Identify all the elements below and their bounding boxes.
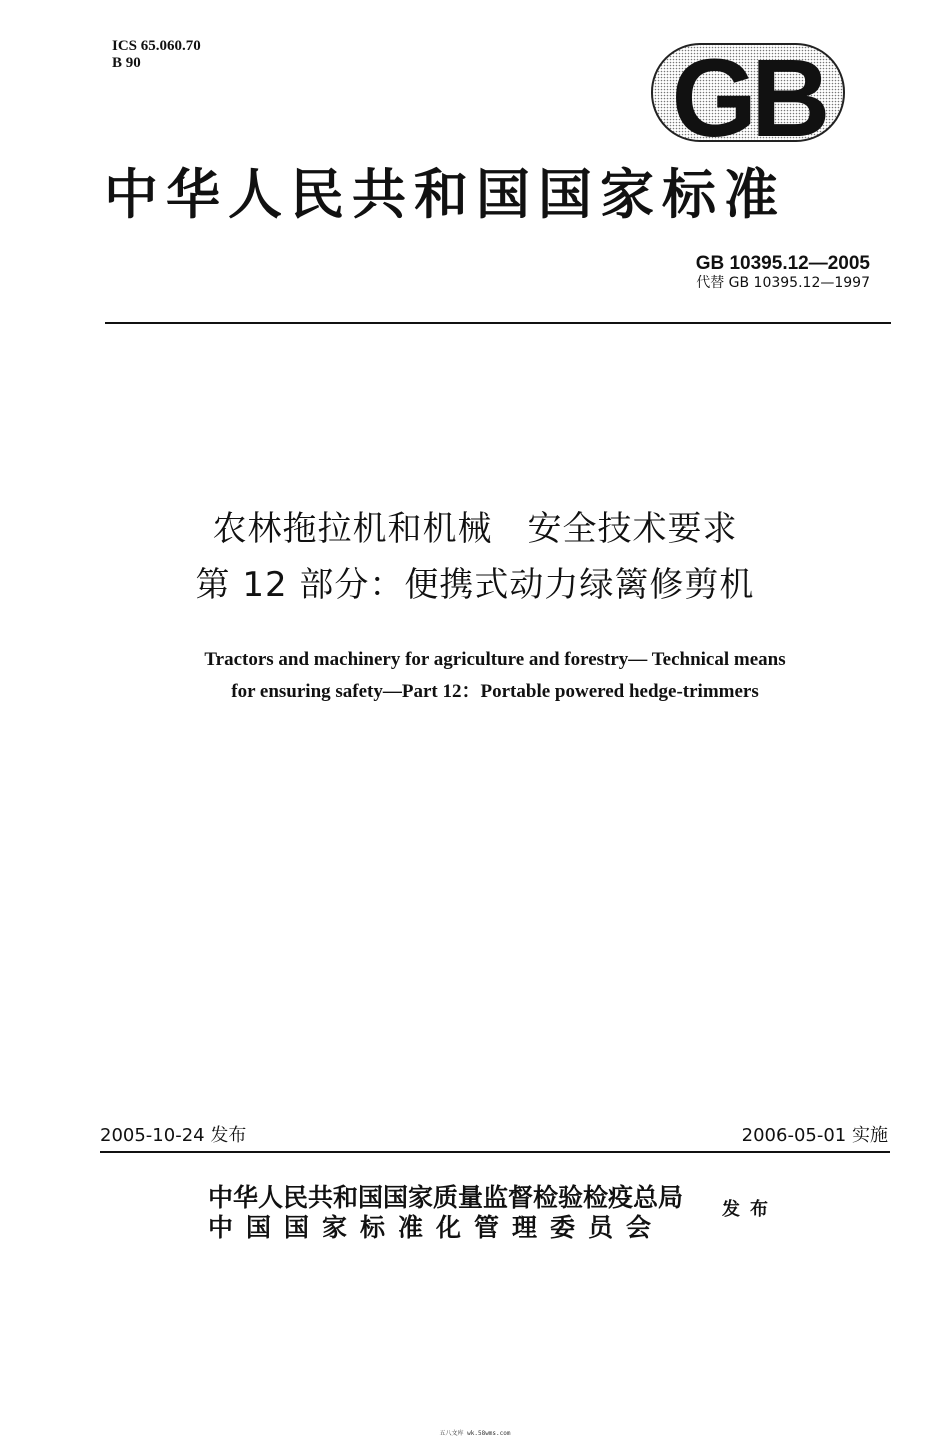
- footer-source-watermark: 五八文库 wk.58wms.com: [439, 1430, 511, 1437]
- chinese-title-line-2: 第 12 部分：便携式动力绿篱修剪机: [195, 565, 755, 605]
- issue-date: 2005-10-24 发布: [100, 1125, 247, 1146]
- english-title-line-2: for ensuring safety—Part 12：Portable powered hedge-trimmers: [231, 681, 759, 702]
- english-title-line-1: Tractors and machinery for agriculture and forestry— Technical means: [204, 649, 786, 670]
- issuing-authority-2: 中国国家标准化管理委员会: [208, 1213, 665, 1242]
- national-standard-title: 中华人民共和国国家标准: [104, 162, 786, 226]
- issuing-authority-1: 中华人民共和国国家质量监督检验检疫总局: [208, 1183, 684, 1212]
- ics-code: ICS 65.060.70: [112, 38, 201, 54]
- publish-label: 发布: [722, 1199, 778, 1220]
- gb-logo: [648, 40, 848, 145]
- footer-divider: [100, 1151, 890, 1153]
- classification-code: B 90: [112, 55, 141, 71]
- replaced-standard: 代替 GB 10395.12—1997: [696, 275, 870, 291]
- header-divider: [105, 322, 891, 324]
- gb-logo-text: GB: [671, 40, 825, 145]
- chinese-title-line-1: 农林拖拉机和机械 安全技术要求: [212, 509, 738, 549]
- implementation-date: 2006-05-01 实施: [741, 1125, 888, 1146]
- standard-number: GB 10395.12—2005: [695, 253, 870, 274]
